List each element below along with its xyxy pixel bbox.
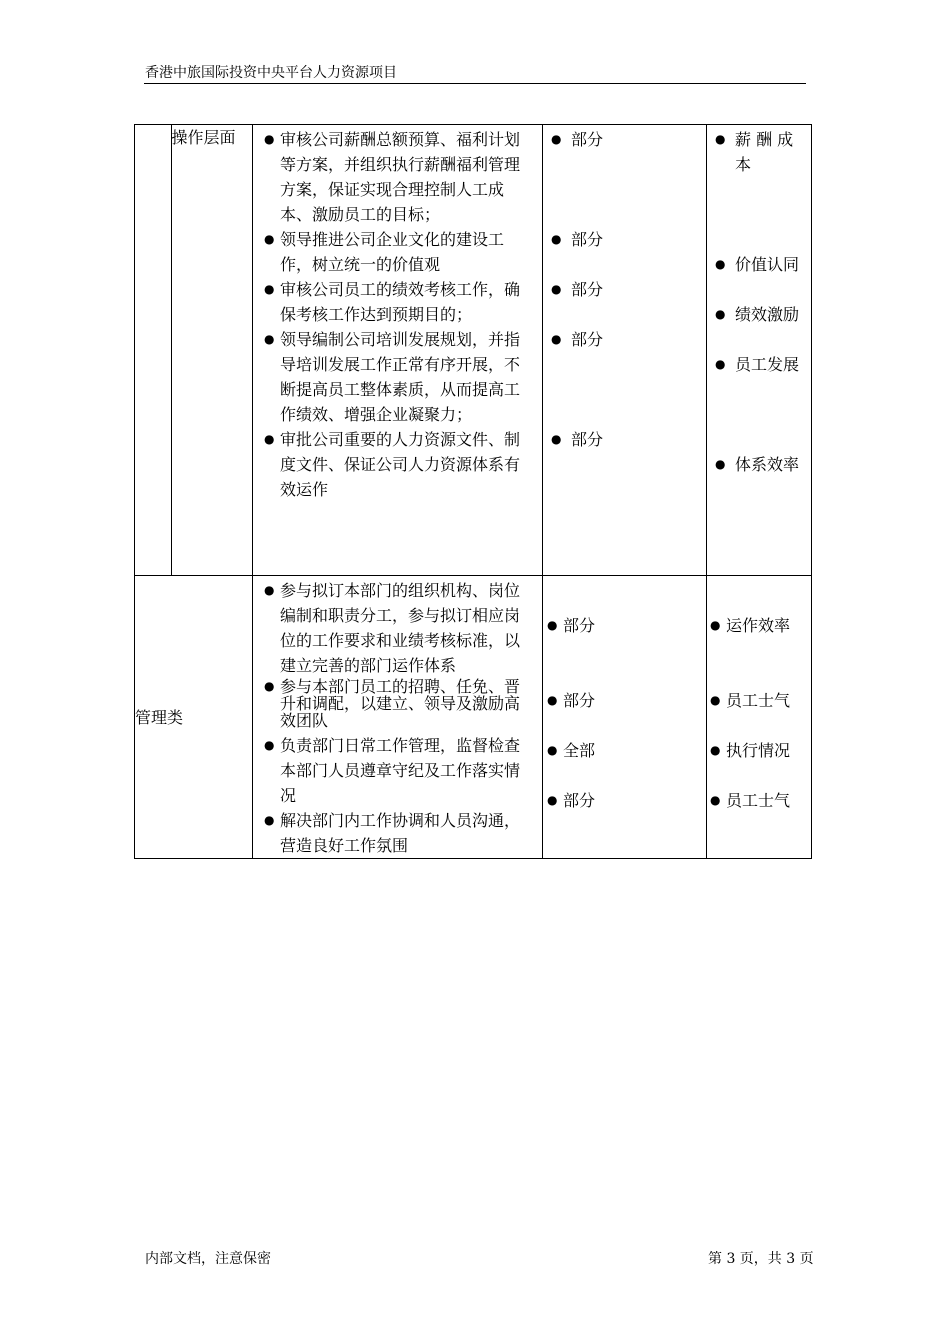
list-item: ● 部分	[571, 327, 702, 352]
bullet-icon: ●	[547, 693, 558, 707]
list-item: ● 解决部门内工作协调和人员沟通，营造良好工作氛围	[280, 808, 534, 858]
list-item: ● 员工士气	[726, 688, 809, 713]
running-header: 香港中旅国际投资中央平台人力资源项目	[145, 65, 397, 81]
bullet-icon: ●	[710, 693, 721, 707]
list-item: ● 审批公司重要的人力资源文件、制度文件、保证公司人力资源体系有效运作	[280, 427, 534, 502]
bullet-icon: ●	[264, 432, 275, 446]
bullet-icon: ●	[710, 618, 721, 632]
bullet-icon: ●	[264, 232, 275, 246]
bullet-icon: ●	[710, 793, 721, 807]
bullet-icon: ●	[551, 282, 562, 296]
list-item: ● 参与本部门员工的招聘、任免、晋升和调配，以建立、领导及激励高效团队	[264, 677, 521, 730]
list-item: ● 负责部门日常工作管理，监督检查本部门人员遵章守纪及工作落实情况	[280, 733, 534, 808]
list-item: ● 执行情况	[726, 738, 809, 763]
footer-confidential: 内部文档，注意保密	[145, 1251, 271, 1267]
bullet-icon: ●	[264, 583, 275, 597]
list-item: ● 部分	[571, 127, 702, 152]
bullet-icon: ●	[547, 618, 558, 632]
list-item: ● 部分	[563, 688, 702, 713]
kpi-cell	[707, 125, 812, 576]
list-item: ● 体系效率	[735, 452, 803, 477]
bullet-icon: ●	[715, 357, 726, 371]
bullet-icon: ●	[547, 743, 558, 757]
bullet-icon: ●	[551, 332, 562, 346]
bullet-icon: ●	[551, 232, 562, 246]
list-item: ● 员工士气	[726, 788, 809, 813]
list-item: ● 员工发展	[735, 352, 803, 377]
bullet-icon: ●	[547, 793, 558, 807]
bullet-icon: ●	[264, 282, 275, 296]
responsibility-table	[134, 124, 812, 859]
bullet-icon: ●	[710, 743, 721, 757]
list-item: ● 运作效率	[726, 613, 809, 638]
list-item: ● 参与拟订本部门的组织机构、岗位编制和职责分工，参与拟订相应岗位的工作要求和业绩考核标准，以建立完善的部门运作体系	[280, 578, 534, 678]
blank-subcell	[135, 125, 171, 575]
bullet-icon: ●	[715, 257, 726, 271]
kpi-cell	[707, 576, 812, 859]
bullet-icon: ●	[715, 307, 726, 321]
list-item: ● 全部	[563, 738, 702, 763]
footer-page-number: 第 3 页，共 3 页	[708, 1251, 814, 1267]
category-label: 操作层面	[171, 125, 252, 575]
scope-cell	[543, 125, 707, 576]
category-cell	[135, 125, 253, 576]
duties-cell	[253, 125, 543, 576]
table-row	[135, 125, 812, 576]
bullet-icon: ●	[715, 132, 726, 146]
bullet-icon: ●	[264, 132, 275, 146]
list-item: ● 领导编制公司培训发展规划，并指导培训发展工作正常有序开展，不断提高员工整体素质，从而提高工作绩效、增强企业凝聚力；	[280, 327, 534, 427]
bullet-icon: ●	[264, 332, 275, 346]
category-label: 管理类	[135, 576, 253, 859]
header-rule	[144, 83, 806, 84]
list-item: ● 部分	[571, 427, 702, 452]
duties-cell	[253, 576, 543, 859]
bullet-icon: ●	[264, 813, 275, 827]
list-item: ● 部分	[571, 227, 702, 252]
list-item: ● 审核公司薪酬总额预算、福利计划等方案，并组织执行薪酬福利管理方案，保证实现合理控制人工成本、激励员工的目标；	[280, 127, 534, 227]
scope-cell	[543, 576, 707, 859]
bullet-icon: ●	[264, 738, 275, 752]
bullet-icon: ●	[551, 432, 562, 446]
list-item: ● 领导推进公司企业文化的建设工作，树立统一的价值观	[280, 227, 534, 277]
list-item: ● 部分	[563, 613, 702, 638]
list-item: ● 部分	[563, 788, 702, 813]
list-item: ● 价值认同	[735, 252, 803, 277]
table-row	[135, 576, 812, 859]
bullet-icon: ●	[715, 457, 726, 471]
list-item: ● 薪 酬 成本	[735, 127, 803, 177]
list-item: ● 审核公司员工的绩效考核工作，确保考核工作达到预期目的；	[280, 277, 534, 327]
bullet-icon: ●	[551, 132, 562, 146]
list-item: ● 绩效激励	[735, 302, 803, 327]
list-item: ● 部分	[571, 277, 702, 302]
bullet-icon: ●	[264, 679, 275, 693]
